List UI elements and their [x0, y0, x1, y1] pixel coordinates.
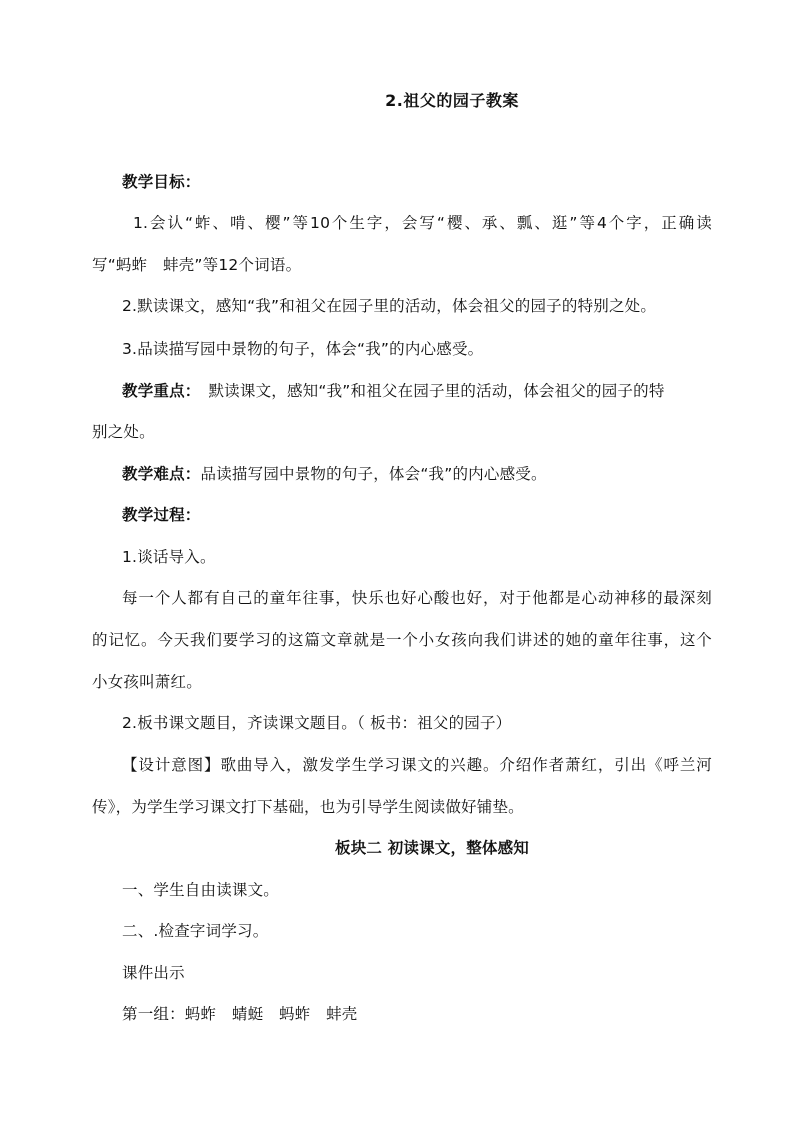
- intro-line-3: 小女孩叫萧红。: [92, 673, 202, 691]
- document-title: 2.祖父的园子教案: [385, 91, 519, 110]
- section-2-heading: 板块二 初读课文，整体感知: [335, 839, 529, 857]
- difficulty-label: 教学难点：: [122, 465, 201, 483]
- key-point-label: 教学重点：: [122, 382, 193, 400]
- objective-1-line-1: 1.会认“蚱、啃、樱”等10个生字，会写“樱、承、瓢、逛”等4个字，正确读: [133, 214, 712, 232]
- difficulty-line: [122, 464, 712, 484]
- item-2: 二、.检查字词学习。: [122, 922, 269, 940]
- key-point-line-1: [122, 381, 712, 401]
- objective-1-line-2: 写“蚂蚱 蚌壳”等12个词语。: [92, 256, 302, 274]
- difficulty-text: 品读描写园中景物的句子，体会“我”的内心感受。: [200, 465, 547, 483]
- process-heading: 教学过程：: [122, 506, 201, 524]
- design-intent-line-1: 【设计意图】歌曲导入，激发学生学习课文的兴趣。介绍作者萧红，引出《呼兰河: [122, 756, 712, 774]
- step-2: 2.板书课文题目，齐读课文题目。（ 板书：祖父的园子）: [122, 714, 512, 732]
- item-1: 一、学生自由读课文。: [122, 881, 280, 899]
- intro-line-2: 的记忆。今天我们要学习的这篇文章就是一个小女孩向我们讲述的她的童年往事，这个: [92, 631, 712, 649]
- intro-line-1: 每一个人都有自己的童年往事，快乐也好心酸也好，对于他都是心动神移的最深刻: [122, 589, 712, 607]
- objective-2: 2.默读课文，感知“我”和祖父在园子里的活动，体会祖父的园子的特别之处。: [122, 297, 657, 315]
- key-point-line-2: 别之处。: [92, 423, 155, 441]
- objectives-heading: 教学目标：: [122, 173, 201, 191]
- key-point-text: 默读课文，感知“我”和祖父在园子里的活动，体会祖父的园子的特: [192, 382, 665, 400]
- word-group-1: 第一组：蚂蚱 蜻蜓 蚂蚱 蚌壳: [122, 1005, 358, 1023]
- courseware-label: 课件出示: [122, 964, 185, 982]
- objective-3: 3.品读描写园中景物的句子，体会“我”的内心感受。: [122, 340, 484, 358]
- design-intent-line-2: 传》，为学生学习课文打下基础，也为引导学生阅读做好铺垫。: [92, 798, 524, 816]
- step-1: 1.谈话导入。: [122, 548, 216, 566]
